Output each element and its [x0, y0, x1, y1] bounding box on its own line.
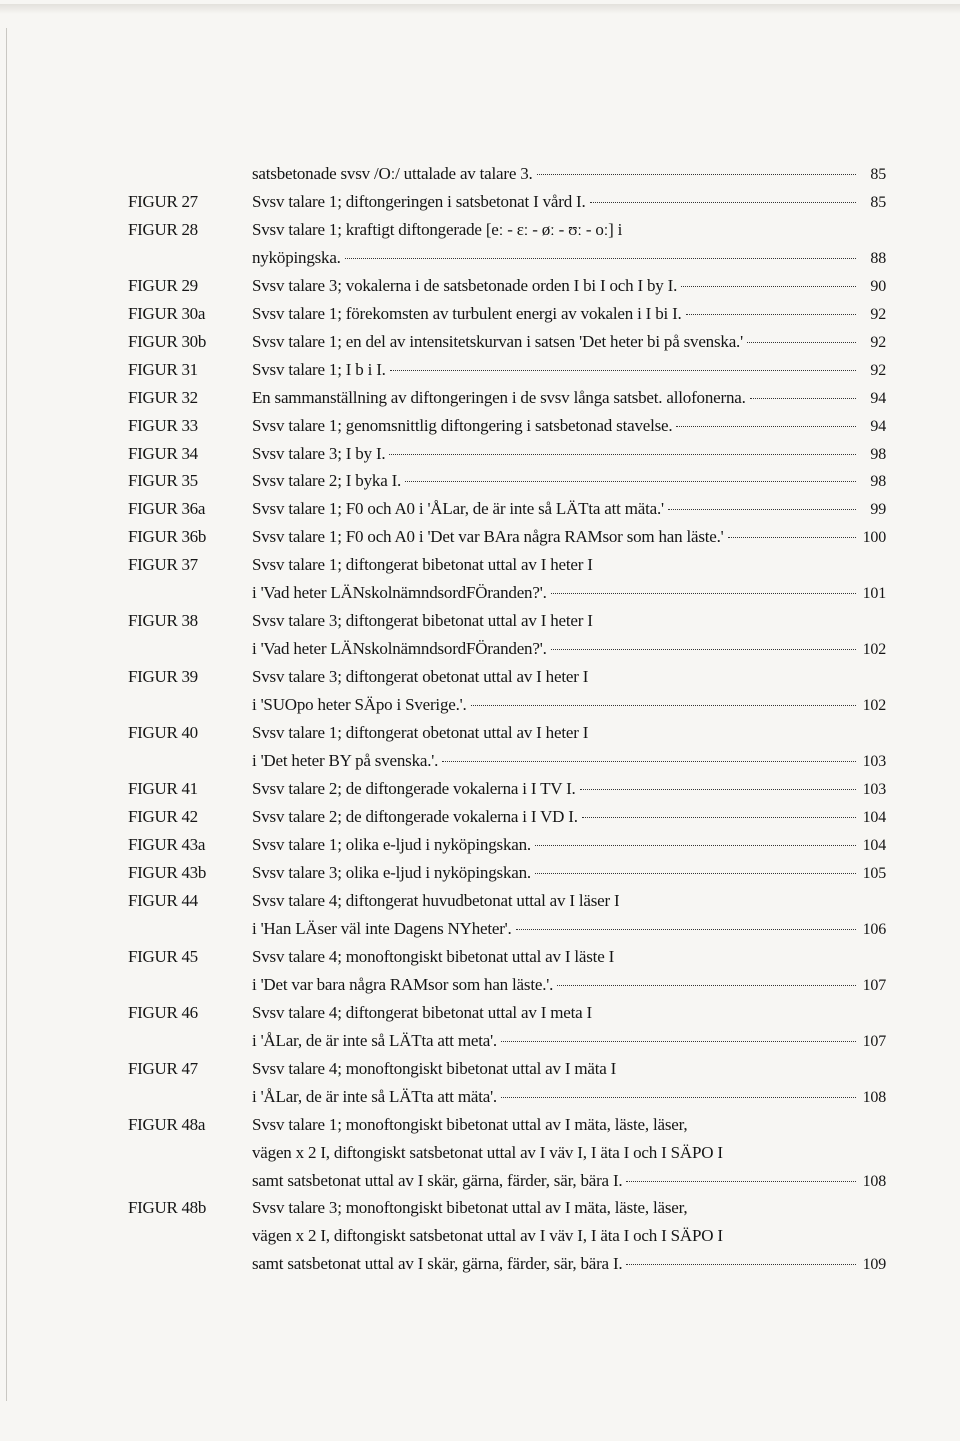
figure-caption-line	[252, 304, 886, 324]
caption-text: En sammanställning av diftongeringen i de svsv långa satsbet. allofonerna.	[252, 388, 746, 407]
figure-caption-line	[252, 807, 886, 827]
caption-text: Svsv talare 1; monoftongiskt bibetonat uttal av I mäta, läste, läser,	[252, 1115, 688, 1134]
page-number: 98	[870, 473, 886, 490]
page-number: 85	[870, 194, 886, 211]
figure-label: FIGUR 43a	[128, 835, 206, 854]
page-number: 99	[870, 501, 886, 518]
page-number: 85	[870, 166, 886, 183]
figure-label: FIGUR 44	[128, 891, 198, 910]
caption-text: i 'Det heter BY på svenska.'.	[252, 751, 439, 770]
dot-leader	[442, 761, 856, 762]
figure-caption-line	[252, 192, 886, 212]
caption-text: Svsv talare 1; F0 och A0 i 'ÅLar, de är inte så LÄTta att mäta.'	[252, 499, 664, 518]
figure-label: FIGUR 47	[128, 1059, 198, 1078]
figure-label: FIGUR 35	[128, 471, 198, 490]
dot-leader	[676, 426, 856, 427]
caption-text: Svsv talare 4; diftongerat huvudbetonat uttal av I läser I	[252, 891, 620, 910]
page-number: 98	[870, 446, 886, 463]
figure-label: FIGUR 27	[128, 192, 198, 211]
figure-caption-line	[252, 919, 886, 939]
dot-leader	[501, 1041, 856, 1042]
figure-label: FIGUR 32	[128, 388, 198, 407]
caption-text: Svsv talare 3; monoftongiskt bibetonat uttal av I mäta, läste, läser,	[252, 1198, 688, 1217]
caption-text: Svsv talare 1; F0 och A0 i 'Det var BAra några RAMsor som han läste.'	[252, 527, 724, 546]
figure-label: FIGUR 29	[128, 276, 198, 295]
page-number: 109	[862, 1256, 886, 1273]
scan-top-edge	[0, 4, 960, 14]
dot-leader	[681, 286, 856, 287]
page-number: 102	[862, 697, 886, 714]
page-number: 102	[862, 641, 886, 658]
dot-leader	[551, 649, 856, 650]
page-number: 94	[870, 390, 886, 407]
figure-caption-line	[252, 1143, 886, 1163]
figure-caption-line	[252, 164, 886, 184]
figure-caption-line	[252, 835, 886, 855]
caption-text: Svsv talare 1; olika e-ljud i nyköpingskan.	[252, 835, 531, 854]
page-number: 103	[862, 781, 886, 798]
figure-caption-line	[252, 667, 886, 687]
scan-left-edge	[6, 28, 7, 1401]
figure-caption-line	[252, 388, 886, 408]
figure-caption-line	[252, 751, 886, 771]
caption-text: Svsv talare 2; de diftongerade vokalerna i I VD I.	[252, 807, 578, 826]
page-number: 104	[862, 809, 886, 826]
figure-caption-line	[252, 248, 886, 268]
caption-text: Svsv talare 2; I byka I.	[252, 471, 402, 490]
dot-leader	[728, 537, 856, 538]
figure-caption-line	[252, 360, 886, 380]
figure-caption-line	[252, 1087, 886, 1107]
dot-leader	[535, 845, 856, 846]
caption-text: Svsv talare 2; de diftongerade vokalerna i I TV I.	[252, 779, 576, 798]
figure-caption-line	[252, 891, 886, 911]
caption-text: i 'ÅLar, de är inte så LÄTta att meta'.	[252, 1031, 497, 1050]
figure-label: FIGUR 34	[128, 444, 198, 463]
page-number: 94	[870, 418, 886, 435]
caption-text: i 'Vad heter LÄNskolnämndsordFÖranden?'.	[252, 583, 547, 602]
page-number: 90	[870, 278, 886, 295]
page-number: 106	[862, 921, 886, 938]
page-number: 92	[870, 362, 886, 379]
figure-caption-line	[252, 611, 886, 631]
figure-caption-line	[252, 220, 886, 240]
figure-label: FIGUR 38	[128, 611, 198, 630]
figure-caption-line	[252, 695, 886, 715]
dot-leader	[626, 1181, 856, 1182]
figure-caption-line	[252, 1226, 886, 1246]
figure-label: FIGUR 33	[128, 416, 198, 435]
caption-text: vägen x 2 I, diftongiskt satsbetonat uttal av I väv I, I äta I och I SÄPO I	[252, 1143, 723, 1162]
dot-leader	[557, 985, 856, 986]
figure-label: FIGUR 30a	[128, 304, 206, 323]
dot-leader	[590, 202, 856, 203]
dot-leader	[471, 705, 856, 706]
dot-leader	[582, 817, 856, 818]
figure-label: FIGUR 40	[128, 723, 198, 742]
figure-label: FIGUR 42	[128, 807, 198, 826]
figure-label: FIGUR 37	[128, 555, 198, 574]
caption-text: Svsv talare 1; diftongeringen i satsbetonat I vård I.	[252, 192, 586, 211]
dot-leader	[686, 314, 856, 315]
figure-label: FIGUR 31	[128, 360, 198, 379]
caption-text: samt satsbetonat uttal av I skär, gärna, färder, sär, bära I.	[252, 1254, 623, 1273]
page-number: 92	[870, 334, 886, 351]
dot-leader	[580, 789, 856, 790]
caption-text: Svsv talare 4; monoftongiskt bibetonat uttal av I läste I	[252, 947, 615, 966]
page-number: 107	[862, 977, 886, 994]
figure-label: FIGUR 39	[128, 667, 198, 686]
figure-label: FIGUR 41	[128, 779, 198, 798]
caption-text: nyköpingska.	[252, 248, 341, 267]
figure-caption-line	[252, 1059, 886, 1079]
dot-leader	[501, 1097, 856, 1098]
figure-label: FIGUR 46	[128, 1003, 198, 1022]
dot-leader	[345, 258, 856, 259]
caption-text: Svsv talare 1; en del av intensitetskurvan i satsen 'Det heter bi på svenska.'	[252, 332, 743, 351]
caption-text: Svsv talare 3; I by I.	[252, 444, 386, 463]
page-number: 108	[862, 1173, 886, 1190]
figure-label: FIGUR 30b	[128, 332, 207, 351]
dot-leader	[551, 593, 856, 594]
dot-leader	[405, 481, 856, 482]
caption-text: Svsv talare 1; genomsnittlig diftongering i satsbetonad stavelse.	[252, 416, 673, 435]
dot-leader	[535, 873, 856, 874]
figure-label: FIGUR 36b	[128, 527, 207, 546]
caption-text: Svsv talare 3; olika e-ljud i nyköpingskan.	[252, 863, 531, 882]
figure-caption-line	[252, 975, 886, 995]
caption-text: Svsv talare 4; monoftongiskt bibetonat uttal av I mäta I	[252, 1059, 617, 1078]
figure-label: FIGUR 36a	[128, 499, 206, 518]
dot-leader	[516, 929, 856, 930]
figure-label: FIGUR 43b	[128, 863, 207, 882]
figure-caption-line	[252, 1031, 886, 1051]
figure-caption-line	[252, 1254, 886, 1274]
page-number: 104	[862, 837, 886, 854]
caption-text: Svsv talare 1; diftongerat bibetonat uttal av I heter I	[252, 555, 593, 574]
caption-text: Svsv talare 4; diftongerat bibetonat uttal av I meta I	[252, 1003, 592, 1022]
caption-text: Svsv talare 3; diftongerat bibetonat uttal av I heter I	[252, 611, 593, 630]
dot-leader	[389, 454, 856, 455]
figure-caption-line	[252, 779, 886, 799]
caption-text: Svsv talare 1; kraftigt diftongerade [eː - ɛː - øː - ʊː - oː] i	[252, 220, 623, 239]
page-number: 92	[870, 306, 886, 323]
caption-text: i 'SUOpo heter SÄpo i Sverige.'.	[252, 695, 467, 714]
figure-caption-line	[252, 1115, 886, 1135]
figure-label: FIGUR 28	[128, 220, 198, 239]
figure-caption-line	[252, 332, 886, 352]
page-number: 103	[862, 753, 886, 770]
figure-caption-line	[252, 1003, 886, 1023]
dot-leader	[668, 509, 856, 510]
page-number: 88	[870, 250, 886, 267]
figure-label: FIGUR 45	[128, 947, 198, 966]
figure-caption-line	[252, 555, 886, 575]
figure-caption-line	[252, 499, 886, 519]
caption-text: Svsv talare 1; förekomsten av turbulent energi av vokalen i I bi I.	[252, 304, 682, 323]
caption-text: satsbetonade svsv /Oː/ uttalade av talare 3.	[252, 164, 533, 183]
figure-caption-line	[252, 863, 886, 883]
caption-text: Svsv talare 1; I b i I.	[252, 360, 386, 379]
page-number: 101	[862, 585, 886, 602]
figure-caption-line	[252, 947, 886, 967]
caption-text: Svsv talare 3; vokalerna i de satsbetonade orden I bi I och I by I.	[252, 276, 678, 295]
caption-text: i 'Vad heter LÄNskolnämndsordFÖranden?'.	[252, 639, 547, 658]
figure-caption-line	[252, 276, 886, 296]
figure-caption-line	[252, 416, 886, 436]
figure-caption-line	[252, 471, 886, 491]
dot-leader	[750, 398, 856, 399]
figure-label: FIGUR 48a	[128, 1115, 206, 1134]
page-number: 108	[862, 1089, 886, 1106]
caption-text: Svsv talare 1; diftongerat obetonat uttal av I heter I	[252, 723, 589, 742]
figure-caption-line	[252, 723, 886, 743]
caption-text: i 'ÅLar, de är inte så LÄTta att mäta'.	[252, 1087, 497, 1106]
caption-text: i 'Han LÄser väl inte Dagens NYheter'.	[252, 919, 512, 938]
dot-leader	[537, 174, 856, 175]
page-number: 100	[862, 529, 886, 546]
figure-caption-line	[252, 444, 886, 464]
figure-caption-line	[252, 639, 886, 659]
figure-label: FIGUR 48b	[128, 1198, 207, 1217]
figure-caption-line	[252, 1198, 886, 1218]
caption-text: Svsv talare 3; diftongerat obetonat uttal av I heter I	[252, 667, 589, 686]
caption-text: vägen x 2 I, diftongiskt satsbetonat uttal av I väv I, I äta I och I SÄPO I	[252, 1226, 723, 1245]
caption-text: samt satsbetonat uttal av I skär, gärna, färder, sär, bära I.	[252, 1171, 623, 1190]
page-number: 105	[862, 865, 886, 882]
page-number: 107	[862, 1033, 886, 1050]
dot-leader	[747, 342, 856, 343]
caption-text: i 'Det var bara några RAMsor som han läste.'.	[252, 975, 554, 994]
figure-caption-line	[252, 583, 886, 603]
figure-caption-line	[252, 1171, 886, 1191]
dot-leader	[390, 370, 856, 371]
figure-caption-line	[252, 527, 886, 547]
dot-leader	[626, 1264, 856, 1265]
